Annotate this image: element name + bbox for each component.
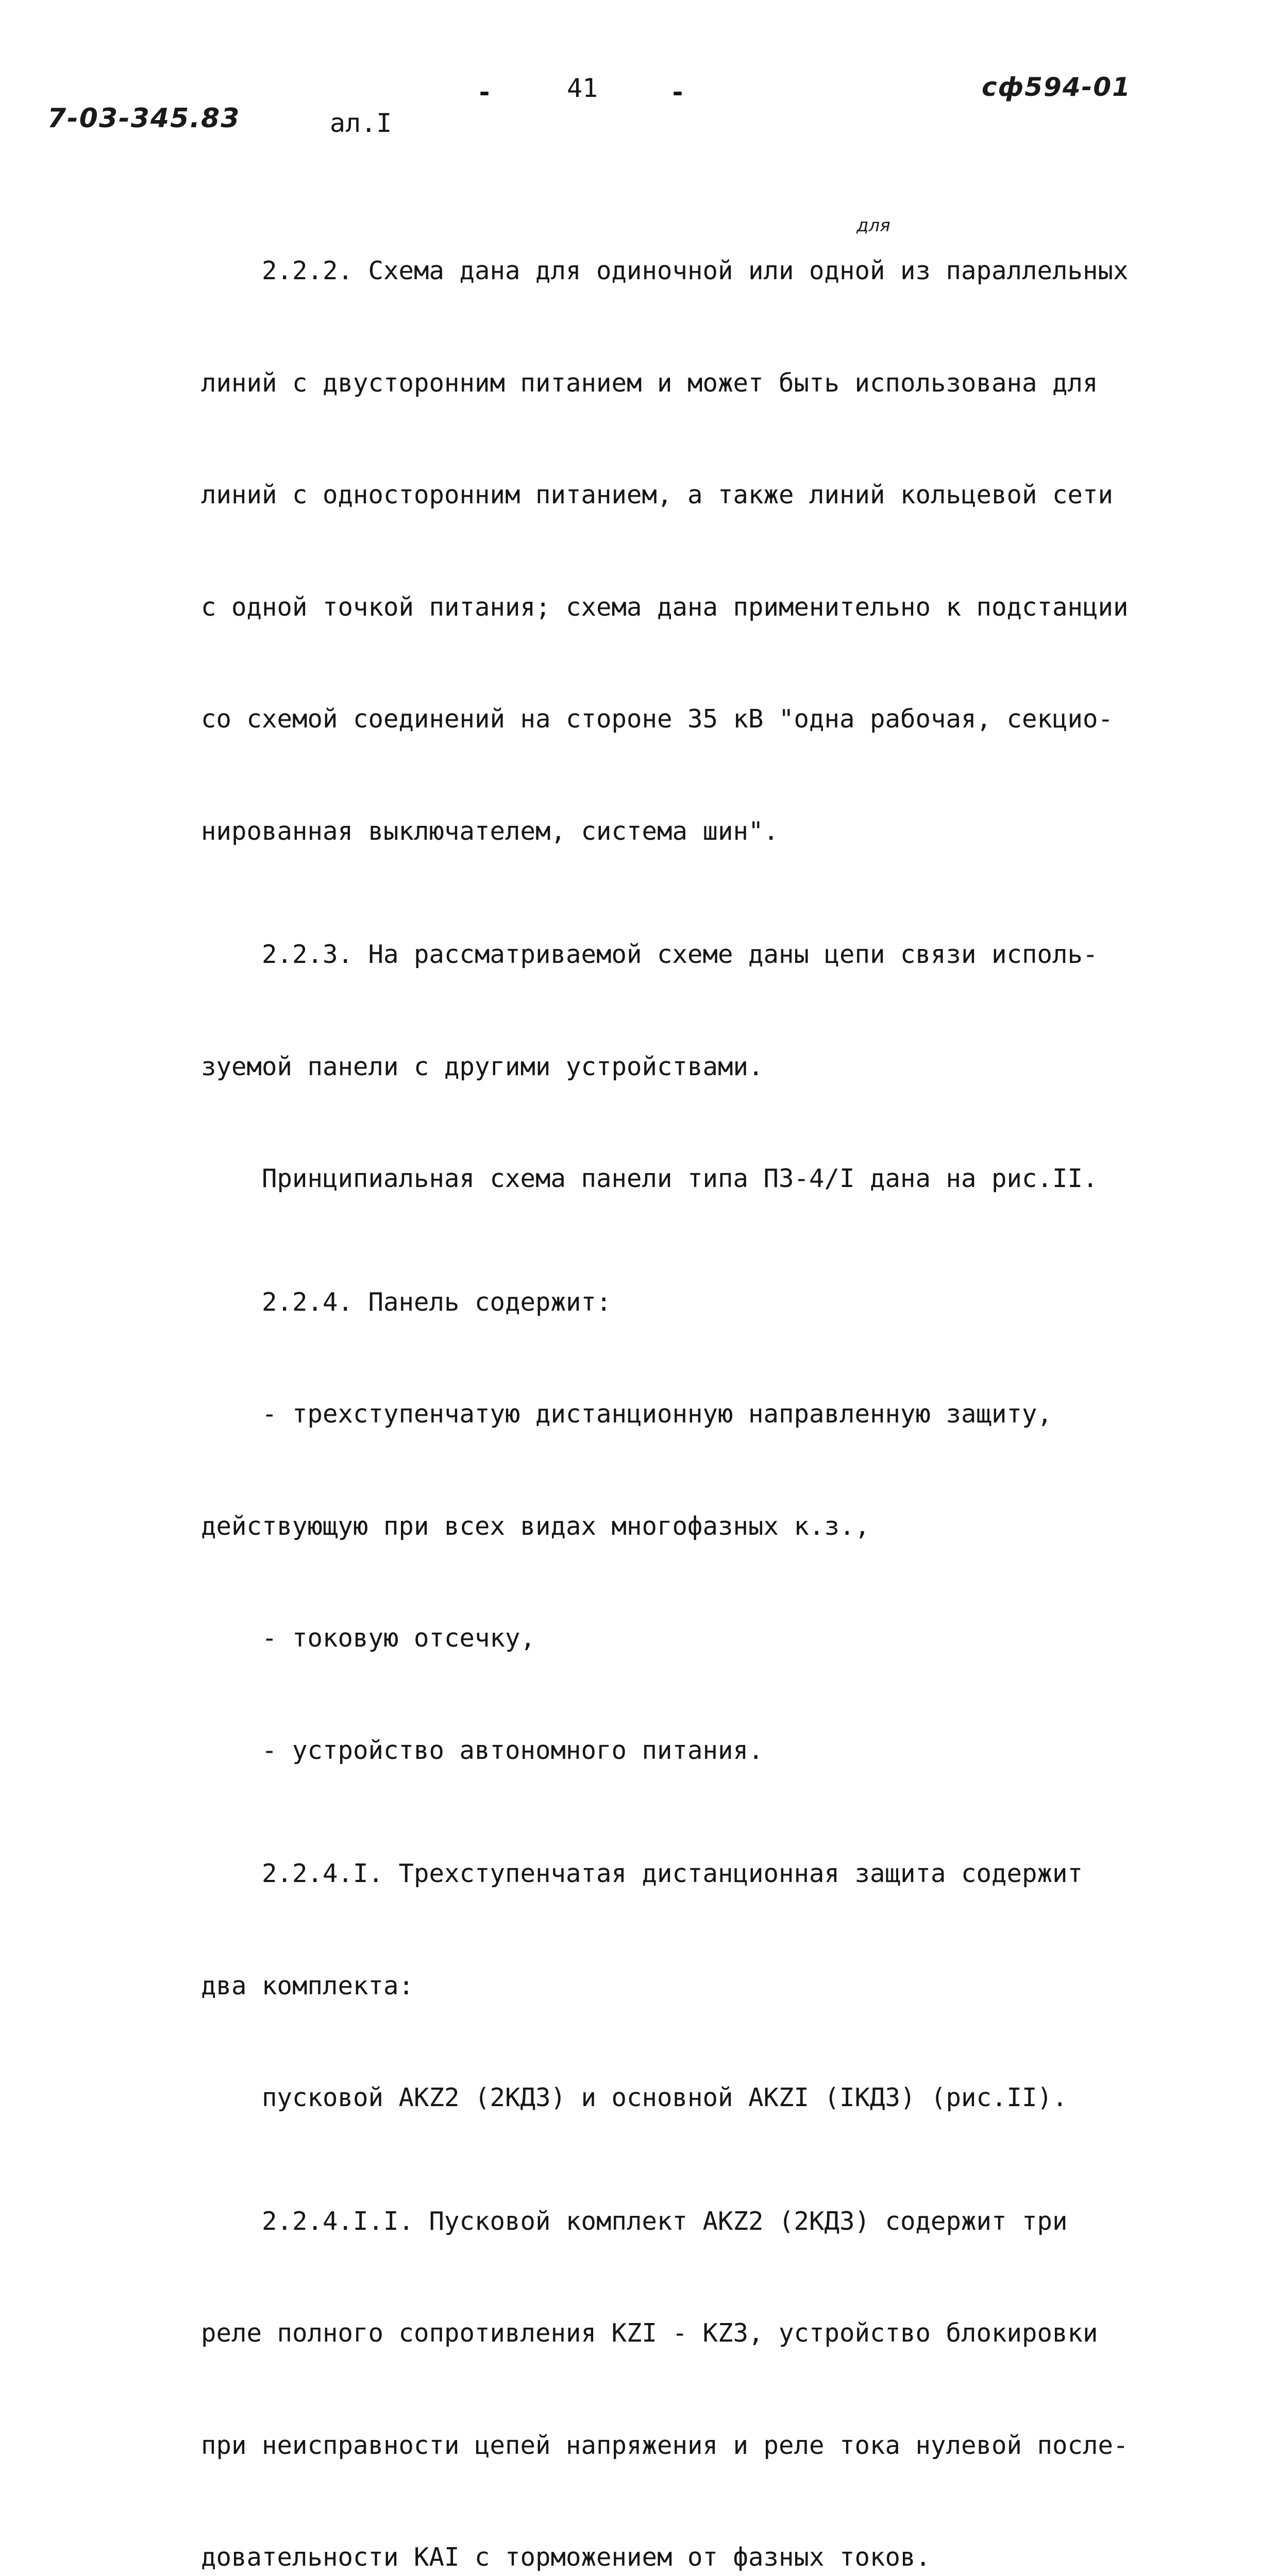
inserted-word-annotation: для <box>856 215 890 236</box>
text-line: линий с двусторонним питанием и может быть использована для <box>201 368 1098 398</box>
text-line: с одной точкой питания; схема дана применительно к подстанции <box>201 592 1129 622</box>
text-line: 2.2.4.I.I. Пусковой комплект AKZ2 (2КДЗ) содержит три <box>201 2206 1068 2236</box>
text-line: два комплекта: <box>201 1971 414 2001</box>
text-line: действующую при всех видах многофазных к.з., <box>201 1511 870 1541</box>
text-line: со схемой соединений на стороне 35 кВ "одна рабочая, секцио- <box>201 704 1114 734</box>
text-line: нированная выключателем, система шин". <box>201 816 779 846</box>
text-line: линий с односторонним питанием, а также линий кольцевой сети <box>201 480 1114 510</box>
doc-code-handwritten: 7-03-345.83 <box>47 103 241 134</box>
page-dash-left: - <box>477 77 493 107</box>
text-line: - устройство автономного питания. <box>201 1735 764 1765</box>
sheet-label: ал.I <box>330 108 392 138</box>
text-line: - трехступенчатую дистанционную направленную защиту, <box>201 1399 1053 1429</box>
page-number: 41 <box>567 73 598 103</box>
archive-code-handwritten: сф594-01 <box>982 72 1131 102</box>
text-line: Принципиальная схема панели типа ПЗ-4/I дана на рис.II. <box>201 1164 1098 1193</box>
text-line: при неисправности цепей напряжения и реле тока нулевой после- <box>201 2430 1129 2460</box>
text-line: 2.2.3. На рассматриваемой схеме даны цепи связи исполь- <box>201 940 1098 969</box>
document-body <box>201 178 1165 2576</box>
text-line: пусковой AKZ2 (2КДЗ) и основной AKZI (IКДЗ) (рис.II). <box>201 2083 1068 2112</box>
text-line: 2.2.4.I. Трехступенчатая дистанционная защита содержит <box>201 1859 1083 1888</box>
text-line: зуемой панели с другими устройствами. <box>201 1052 764 1081</box>
text-line: довательности KAI с торможением от фазных токов. <box>201 2543 931 2572</box>
text-line: - токовую отсечку, <box>201 1623 536 1653</box>
text-line: реле полного сопротивления KZI - KZ3, устройство блокировки <box>201 2318 1098 2348</box>
text-line: 2.2.4. Панель содержит: <box>201 1287 612 1317</box>
page-dash-right: - <box>670 77 686 107</box>
text-line: 2.2.2. Схема дана для одиночной или одной из параллельных <box>201 256 1129 285</box>
